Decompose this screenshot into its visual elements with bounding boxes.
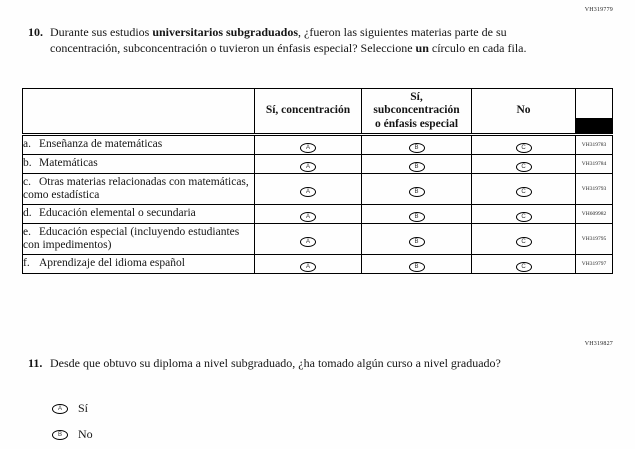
row-f-letter: f.	[23, 257, 30, 270]
row-f-option-no[interactable]	[472, 255, 576, 274]
question-11-options	[52, 401, 93, 449]
row-d-label: Educación elemental o secundaria	[39, 207, 196, 220]
row-b-code: VH319784	[576, 155, 613, 174]
question-10	[28, 25, 588, 57]
row-e-option-no[interactable]	[472, 224, 576, 255]
row-f-option-concentracion[interactable]	[255, 255, 362, 274]
question-10-text	[50, 25, 570, 57]
row-e-code: VH319795	[576, 224, 613, 255]
row-b-option-no[interactable]	[472, 155, 576, 174]
oval-q11-B[interactable]: B	[52, 430, 68, 440]
grid-header-si-concentracion: Sí, concentración	[255, 89, 362, 135]
row-b-label: Matemáticas	[39, 157, 98, 170]
header-black-block	[576, 118, 612, 133]
row-a-code: VH319783	[576, 135, 613, 155]
q10-text-part2: , ¿fueron las siguientes materias parte de su concentración, subconcentración o tuvieron un énfasis especial? Seleccione	[50, 25, 507, 55]
oval-c-B[interactable]: B	[409, 187, 425, 197]
row-d-option-concentracion[interactable]	[255, 205, 362, 224]
row-a-label-cell	[23, 135, 255, 155]
row-f-label: Aprendizaje del idioma español	[39, 257, 185, 270]
grid-header-no: No	[472, 89, 576, 135]
row-a-option-subconcentracion[interactable]	[362, 135, 472, 155]
response-grid	[22, 88, 613, 274]
row-e-label-cell	[23, 224, 255, 255]
form-code-mid: VH319827	[584, 341, 613, 347]
header2-line3: o énfasis especial	[374, 117, 459, 130]
row-d-letter: d.	[23, 207, 32, 220]
oval-q11-A[interactable]: A	[52, 404, 68, 414]
row-f-code: VH319797	[576, 255, 613, 274]
row-e-option-subconcentracion[interactable]	[362, 224, 472, 255]
oval-f-B[interactable]: B	[409, 262, 425, 272]
row-c-label: Otras materias relacionadas con matemáticas, como estadística	[23, 175, 249, 201]
oval-c-C[interactable]: C	[516, 187, 532, 197]
oval-e-B[interactable]: B	[409, 237, 425, 247]
oval-b-C[interactable]: C	[516, 162, 532, 172]
q10-text-bold2: un	[415, 40, 429, 55]
oval-d-C[interactable]: C	[516, 212, 532, 222]
row-a-letter: a.	[23, 138, 31, 151]
question-11-number: 11.	[28, 356, 43, 370]
grid-header-row	[23, 89, 613, 135]
oval-a-C[interactable]: C	[516, 143, 532, 153]
oval-a-A[interactable]: A	[300, 143, 316, 153]
table-row-f	[23, 255, 613, 274]
q10-text-part1: Durante sus estudios	[50, 25, 153, 39]
row-e-option-concentracion[interactable]	[255, 224, 362, 255]
row-b-option-concentracion[interactable]	[255, 155, 362, 174]
oval-c-A[interactable]: A	[300, 187, 316, 197]
row-c-option-subconcentracion[interactable]	[362, 174, 472, 205]
row-e-label: Educación especial (incluyendo estudiantes con impedimentos)	[23, 225, 240, 251]
q11-option-no-label: No	[78, 427, 93, 441]
oval-e-C[interactable]: C	[516, 237, 532, 247]
question-10-number: 10.	[28, 25, 43, 39]
q11-option-si-label: Sí	[78, 401, 89, 415]
table-row-d	[23, 205, 613, 224]
row-c-option-concentracion[interactable]	[255, 174, 362, 205]
oval-e-A[interactable]: A	[300, 237, 316, 247]
q11-option-no[interactable]	[52, 427, 93, 442]
row-c-label-cell	[23, 174, 255, 205]
oval-d-B[interactable]: B	[409, 212, 425, 222]
row-a-option-no[interactable]	[472, 135, 576, 155]
oval-b-A[interactable]: A	[300, 162, 316, 172]
row-c-letter: c.	[23, 175, 31, 188]
row-b-letter: b.	[23, 157, 32, 170]
question-11-text: Desde que obtuvo su diploma a nivel subgraduado, ¿ha tomado algún curso a nivel graduado?	[50, 356, 501, 370]
grid-header-code	[576, 89, 613, 135]
grid-header-blank	[23, 89, 255, 135]
row-d-label-cell	[23, 205, 255, 224]
header2-line1: Sí,	[410, 91, 423, 104]
oval-d-A[interactable]: A	[300, 212, 316, 222]
oval-a-B[interactable]: B	[409, 143, 425, 153]
row-a-label: Enseñanza de matemáticas	[39, 138, 163, 151]
row-c-option-no[interactable]	[472, 174, 576, 205]
table-row-e	[23, 224, 613, 255]
row-f-label-cell	[23, 255, 255, 274]
form-code-top: VH319779	[584, 7, 613, 13]
table-row-a	[23, 135, 613, 155]
header2-line2: subconcentración	[373, 104, 460, 117]
row-d-option-no[interactable]	[472, 205, 576, 224]
table-row-b	[23, 155, 613, 174]
oval-f-C[interactable]: C	[516, 262, 532, 272]
oval-b-B[interactable]: B	[409, 162, 425, 172]
row-b-option-subconcentracion[interactable]	[362, 155, 472, 174]
row-a-option-concentracion[interactable]	[255, 135, 362, 155]
row-b-label-cell	[23, 155, 255, 174]
row-c-code: VH319793	[576, 174, 613, 205]
grid-header-si-subconcentracion	[362, 89, 472, 135]
question-11	[28, 356, 588, 372]
q10-text-part3: círculo en cada fila.	[428, 40, 527, 55]
row-f-option-subconcentracion[interactable]	[362, 255, 472, 274]
row-d-code: VH609982	[576, 205, 613, 224]
table-row-c	[23, 174, 613, 205]
oval-f-A[interactable]: A	[300, 262, 316, 272]
row-d-option-subconcentracion[interactable]	[362, 205, 472, 224]
q10-text-bold1: universitarios subgraduados	[152, 25, 299, 39]
row-e-letter: e.	[23, 225, 31, 238]
q11-option-si[interactable]	[52, 401, 93, 416]
